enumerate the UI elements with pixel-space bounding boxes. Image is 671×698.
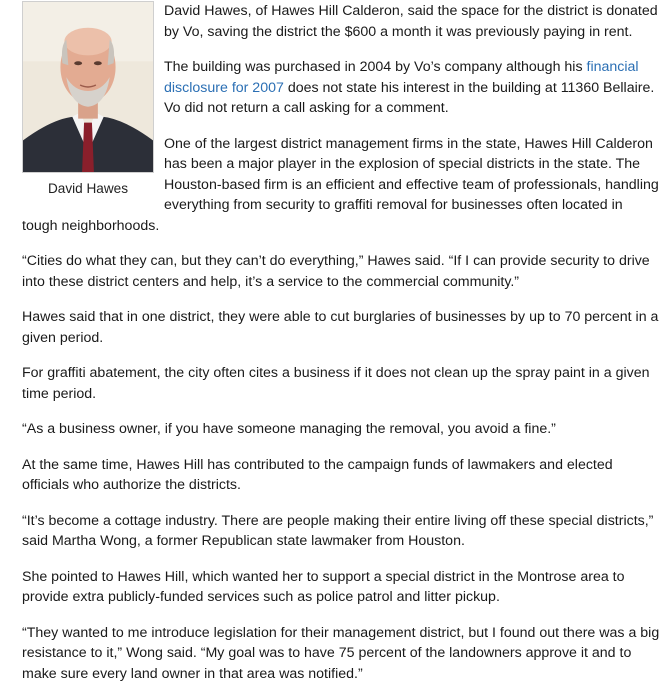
photo-caption: David Hawes — [47, 181, 129, 196]
paragraph-2-text-before: The building was purchased in 2004 by Vo’s company although his — [164, 59, 587, 75]
financial-disclosure-link[interactable]: financial disclosure for 2007 — [164, 59, 639, 96]
paragraph-9: “It’s become a cottage industry. There are people making their entire living off these special districts,” said Martha Wong, a former Republican state lawmaker from Houston. — [22, 512, 654, 549]
photo-figure — [22, 1, 154, 200]
article-body — [0, 1, 671, 684]
paragraph-1: David Hawes, of Hawes Hill Calderon, said the space for the district is donated by Vo, saving the district the $600 a month it was previously paying in rent. — [164, 3, 658, 40]
paragraph-2-text-after: does not state his interest in the building at 11360 Bellaire. Vo did not return a call asking for a comment. — [164, 79, 655, 116]
paragraph-10: She pointed to Hawes Hill, which wanted her to support a special district in the Montrose area to provide extra publicly-funded services such as police patrol and litter pickup. — [22, 568, 625, 605]
paragraph-3: One of the largest district management firms in the state, Hawes Hill Calderon has been a major player in the explosion of special districts in the state. The Houston-based firm is an efficient and effective team of professionals, handling everything from security to graffiti removal for businesses often located in tough neighborhoods. — [22, 135, 659, 234]
portrait-photo — [22, 1, 154, 173]
paragraph-4: “Cities do what they can, but they can’t do everything,” Hawes said. “If I can provide security to drive into these district centers and help, it’s a service to the commercial community.” — [22, 253, 650, 290]
paragraph-11: “They wanted to me introduce legislation for their management district, but I found out there was a big resistance to it,” Wong said. “My goal was to have 75 percent of the landowners approve it and to make sure every land owner in that area was notified.” — [22, 624, 660, 682]
paragraph-5: Hawes said that in one district, they were able to cut burglaries of businesses by up to 70 percent in a given period. — [22, 309, 659, 346]
paragraph-6: For graffiti abatement, the city often cites a business if it does not clean up the spray paint in a given time period. — [22, 365, 650, 402]
paragraph-8: At the same time, Hawes Hill has contributed to the campaign funds of lawmakers and elected officials who authorize the districts. — [22, 456, 613, 493]
paragraph-7: “As a business owner, if you have someone managing the removal, you avoid a fine.” — [22, 421, 556, 437]
